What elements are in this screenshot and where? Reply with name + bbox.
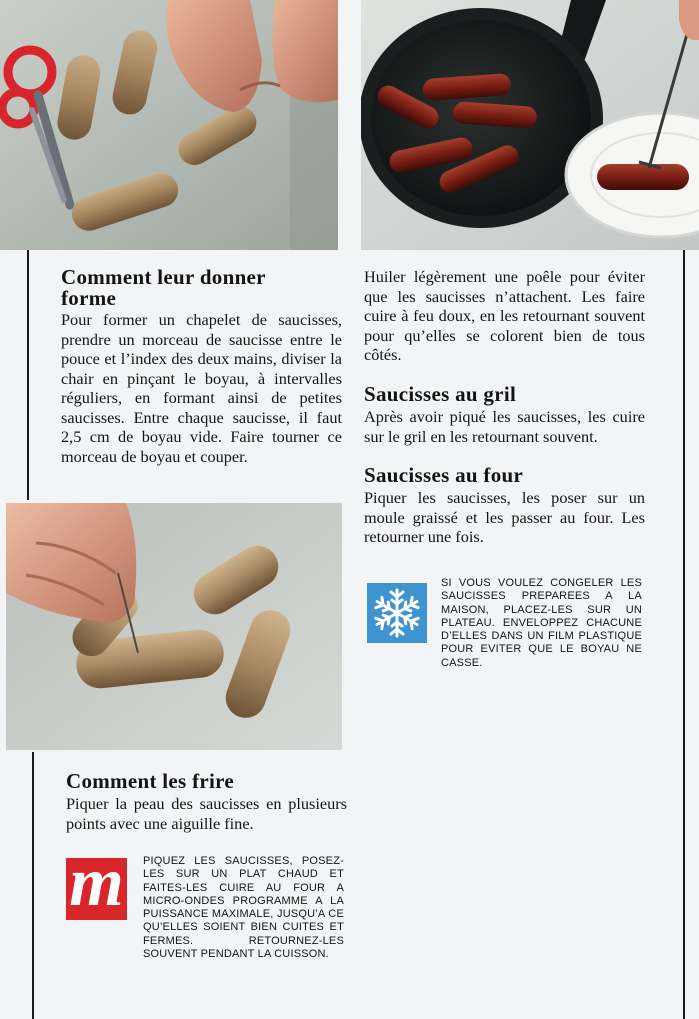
body-gril: Après avoir piqué les saucisses, les cuire sur le gril en les retournant souvent. <box>364 407 645 446</box>
heading-four: Saucisses au four <box>364 463 524 487</box>
heading-gril: Saucisses au gril <box>364 382 517 406</box>
column-rule-right <box>683 250 685 1019</box>
microwave-tile <box>66 858 127 920</box>
body-four: Piquer les saucisses, les poser sur un moule graissé et les passer au four. Les retourner une fois. <box>364 488 645 546</box>
body-frire: Piquer la peau des saucisses en plusieurs points avec une aiguille fine. <box>66 794 347 833</box>
microwave-m-icon: m <box>69 858 124 920</box>
photo-frying-pan <box>361 0 699 250</box>
column-rule-left-bottom <box>32 752 34 1019</box>
note-congeler: SI VOUS VOULEZ CONGELER LES SAUCISSES PREPAREES A LA MAISON, PLACEZ-LES SUR UN PLATEAU. ENVELOPPEZ CHACUNE D’ELLES DANS UN FILM PLASTIQUE POUR EVITER QUE LE BOYAU NE CASSE. <box>441 577 642 669</box>
snowflake-tile <box>367 583 427 643</box>
note-micro-ondes: PIQUEZ LES SAUCISSES, POSEZ-LES SUR UN PLAT CHAUD ET FAITES-LES CUIRE AU FOUR A MICRO-ONDES PROGRAMME A LA PUISSANCE MAXIMALE, JUSQU’A CE QU’ELLES SOIENT BIEN CUITES ET FERMES. RETOURNEZ-LES SOUVENT PENDANT LA CUISSON. <box>143 855 344 961</box>
snowflake-icon <box>367 583 427 643</box>
heading-frire: Comment les frire <box>66 769 234 793</box>
photo-shaping-sausages <box>0 0 338 250</box>
column-rule-left <box>27 250 29 500</box>
body-forme: Pour former un chapelet de saucisses, prendre un morceau de saucisse entre le pouce et l’index des deux mains, diviser la chair en pinçant le boyau, à intervalles réguliers, en formant ainsi de petites saucisses. Entre chaque saucisse, il faut 2,5 cm de boyau vide. Faire tourner ce morceau de boyau et couper. <box>61 310 342 466</box>
heading-forme: Comment leur donner forme <box>61 265 266 310</box>
photo-pricking-sausages <box>6 503 342 750</box>
body-poele: Huiler légèrement une poêle pour éviter que les saucisses n’attachent. Les faire cuire à feu doux, en les retournant souvent pour qu’elles se colorent bien de tous côtés. <box>364 267 645 364</box>
